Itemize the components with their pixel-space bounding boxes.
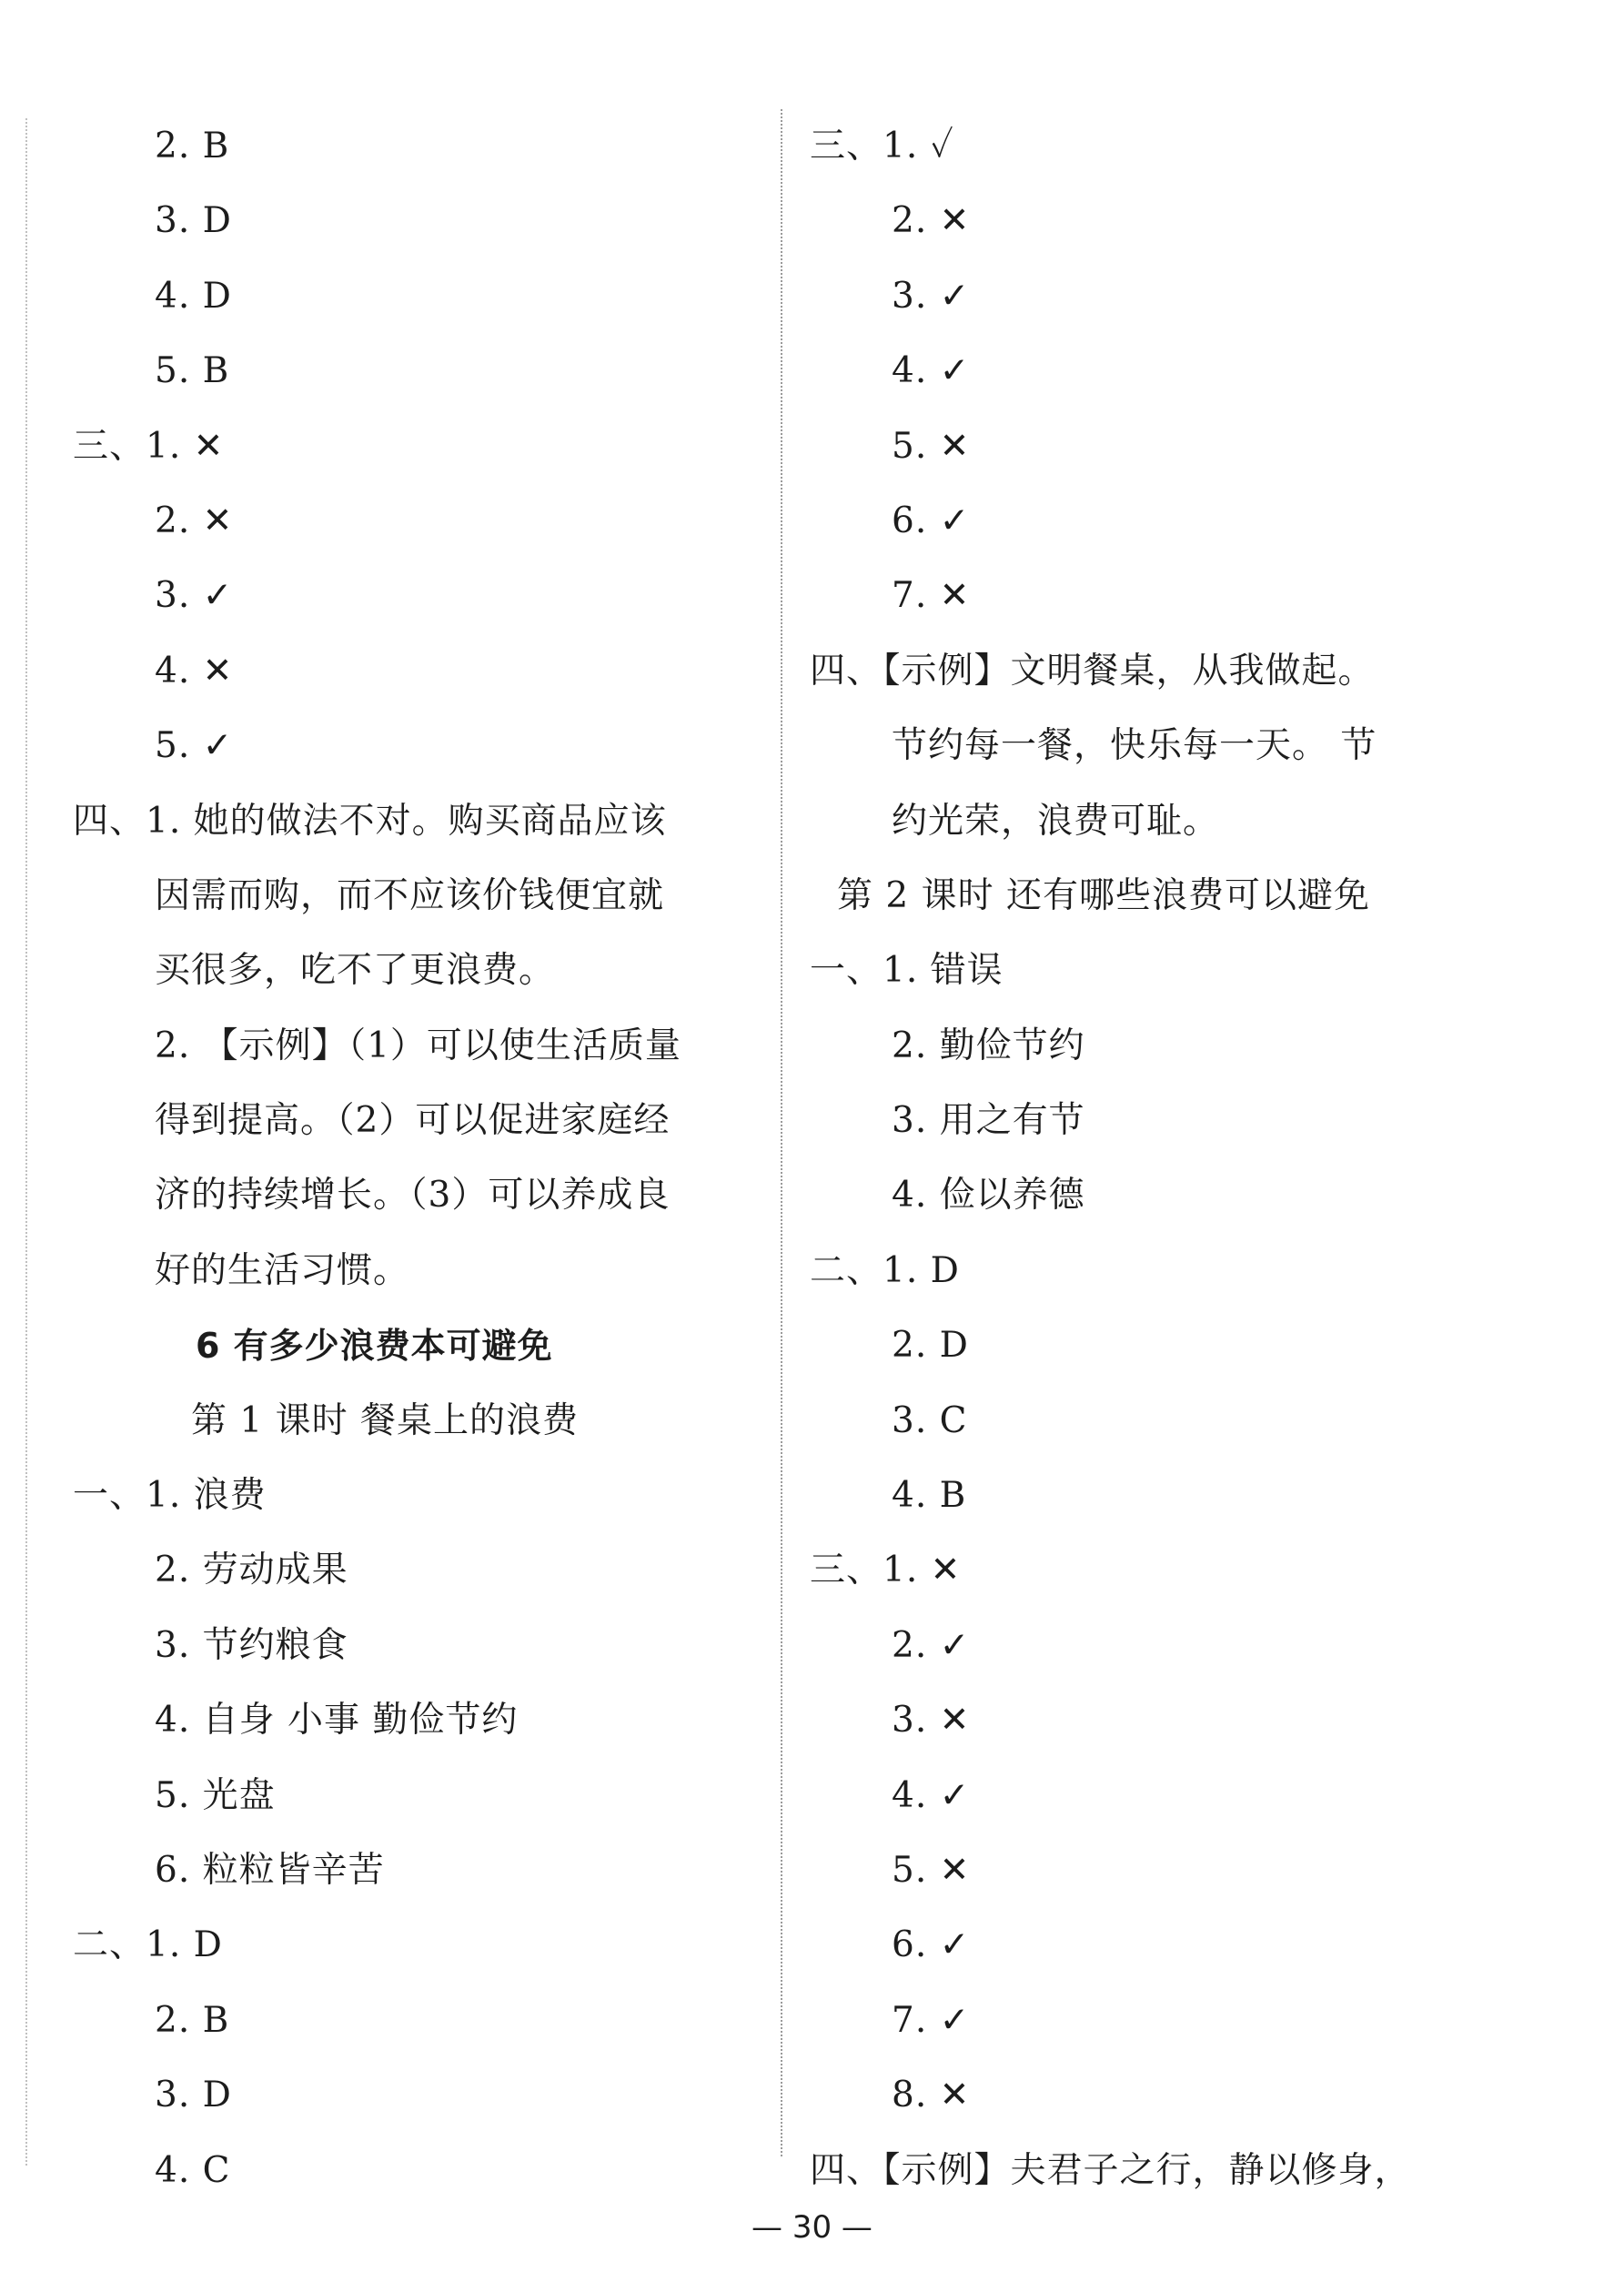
continuation-line: 济的持续增长。（3）可以养成良 (155, 1175, 671, 1217)
continuation-line: 节约每一餐，快乐每一天。 节 (892, 725, 1377, 767)
answer-line: 4. C (155, 2149, 231, 2191)
answer-line: 5. ✕ (892, 1849, 971, 1891)
continuation-line: 因需而购，而不应该价钱便宜就 (155, 874, 665, 916)
section-line: 二、1. D (810, 1249, 960, 1291)
binding-edge-line (25, 118, 27, 2166)
answer-line: 5. 光盘 (155, 1774, 276, 1816)
answer-line: 2. ✓ (892, 1624, 971, 1666)
answer-line: 2. ✕ (155, 500, 234, 541)
section-line: 二、1. D (73, 1924, 223, 1966)
answer-line: 2. 劳动成果 (155, 1550, 348, 1591)
continuation-line: 好的生活习惯。 (155, 1249, 410, 1291)
section-line: 四、【示例】夫君子之行，静以修身， (810, 2149, 1411, 2191)
answer-line: 2. ✕ (892, 200, 971, 242)
section-line: 一、1. 错误 (810, 950, 1004, 992)
continuation-line: 得到提高。（2）可以促进家庭经 (155, 1100, 671, 1142)
section-line: 三、1. ✓ (810, 126, 954, 167)
answer-line: 6. 粒粒皆辛苦 (155, 1849, 385, 1891)
answer-line: 4. ✓ (892, 1774, 971, 1816)
answer-line: 3. 节约粮食 (155, 1624, 348, 1666)
left-column (73, 109, 773, 2208)
answer-line: 6. ✓ (892, 1924, 971, 1966)
column-divider (781, 109, 782, 2156)
continuation-line: 买很多，吃不了更浪费。 (155, 950, 556, 992)
answer-line: 3. D (155, 2075, 232, 2116)
answer-line: 4. ✕ (155, 650, 234, 692)
answer-line: 2. B (155, 1999, 230, 2041)
answer-line: 3. ✕ (892, 1700, 971, 1742)
continuation-line: 约光荣，浪费可耻。 (892, 800, 1220, 842)
answer-line: 3. ✓ (892, 275, 971, 317)
lesson-subheading: 第 1 课时 餐桌上的浪费 (191, 1399, 580, 1441)
answer-line: 8. ✕ (892, 2075, 971, 2116)
answer-line: 3. D (155, 200, 232, 242)
section-line: 一、1. 浪费 (73, 1475, 267, 1517)
answer-line: 5. ✓ (155, 725, 234, 767)
page-number: — 30 — (751, 2209, 873, 2246)
answer-line: 4. 俭以养德 (892, 1175, 1085, 1217)
answer-line: 6. ✓ (892, 500, 971, 541)
answer-line: 3. ✓ (155, 575, 234, 617)
answer-line: 4. B (892, 1475, 967, 1517)
answer-line: 4. 自身 小事 勤俭节约 (155, 1700, 519, 1742)
answer-line: 3. C (892, 1399, 968, 1441)
section-line: 四、1. 她的做法不对。购买商品应该 (73, 800, 667, 842)
section-line: 三、1. ✕ (73, 425, 225, 467)
answer-line: 3. 用之有节 (892, 1100, 1085, 1142)
answer-line: 4. ✓ (892, 350, 971, 392)
answer-line: 2. 【示例】（1）可以使生活质量 (155, 1025, 681, 1066)
answer-line: 2. B (155, 126, 230, 167)
answer-line: 7. ✕ (892, 575, 971, 617)
answer-line: 4. D (155, 275, 232, 317)
answer-line: 5. B (155, 350, 230, 392)
answer-line: 2. D (892, 1325, 969, 1367)
lesson-heading: 6 有多少浪费本可避免 (196, 1326, 553, 1367)
answer-line: 5. ✕ (892, 425, 971, 467)
section-line: 四、【示例】文明餐桌，从我做起。 (810, 650, 1375, 692)
answer-line: 2. 勤俭节约 (892, 1025, 1085, 1066)
section-line: 三、1. ✕ (810, 1550, 962, 1591)
lesson-subheading: 第 2 课时 还有哪些浪费可以避免 (837, 874, 1371, 916)
answer-line: 7. ✓ (892, 1999, 971, 2041)
right-column (810, 109, 1510, 2208)
